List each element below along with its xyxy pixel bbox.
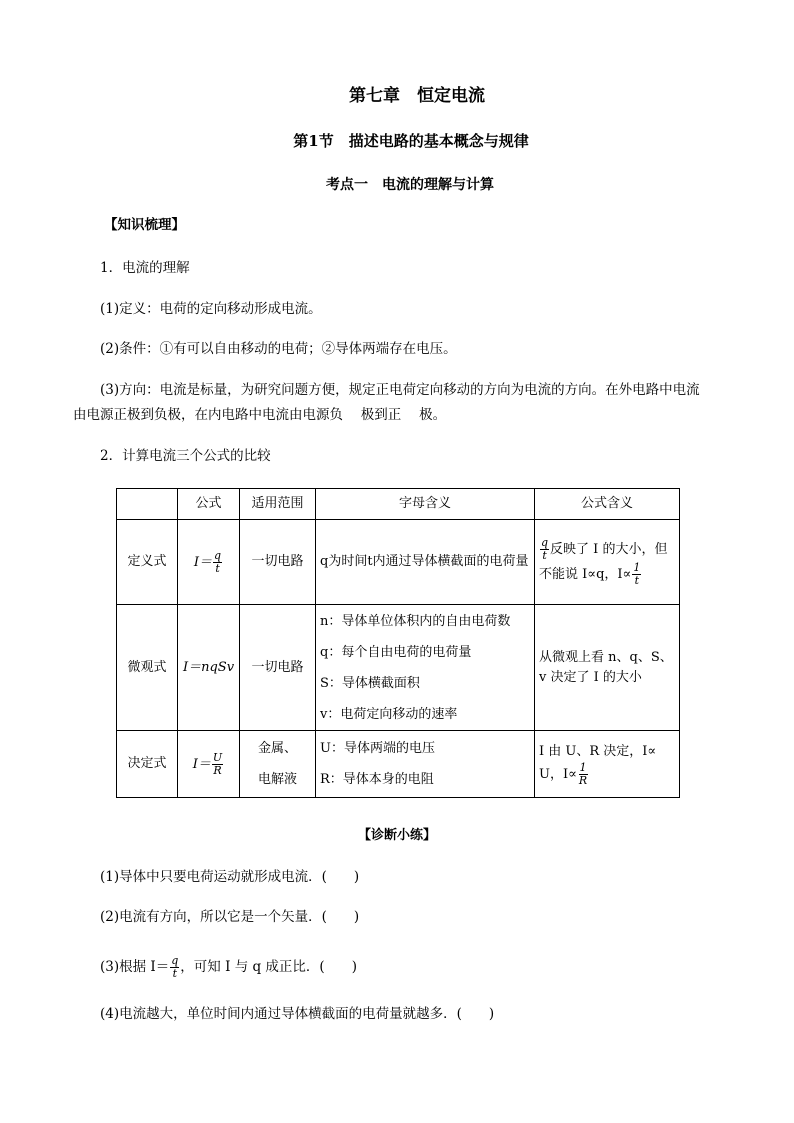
- scope-cell: [240, 731, 316, 798]
- fraction-numerator: q: [171, 954, 179, 967]
- question-1: (1)导体中只要电荷运动就形成电流．( ): [100, 869, 360, 885]
- fraction-denominator: t: [634, 574, 640, 587]
- fraction-numerator: 1: [579, 760, 587, 774]
- table-row-definition: [117, 520, 680, 605]
- fraction-numerator: q: [541, 536, 549, 549]
- definition-line: (1)定义：电荷的定向移动形成电流。: [100, 301, 322, 317]
- header-letter-meaning: 字母含义: [316, 489, 535, 520]
- meaning-line: U：导体两端的电压: [320, 741, 435, 756]
- fraction-denominator: t: [172, 967, 177, 980]
- meaning-cell: q为时间t内通过导体横截面的电荷量: [316, 520, 535, 605]
- row-name: 决定式: [117, 731, 178, 798]
- diagnosis-heading: 【诊断小练】: [357, 828, 436, 843]
- fraction: [212, 752, 223, 777]
- header-empty: [117, 489, 178, 520]
- fraction-denominator: R: [213, 763, 222, 777]
- fraction-denominator: t: [542, 549, 547, 562]
- meaning-line: R：导体本身的电阻: [320, 772, 434, 787]
- fraction: [578, 762, 588, 787]
- knowledge-heading: 【知识梳理】: [104, 217, 185, 233]
- row-name: 微观式: [117, 605, 178, 731]
- topic-title: 考点一 电流的理解与计算: [326, 177, 494, 193]
- header-formula-meaning: 公式含义: [535, 489, 680, 520]
- significance-text-2: U，I∝: [539, 766, 577, 782]
- formula-cell: [178, 731, 240, 798]
- scope-line: 电解液: [257, 772, 297, 787]
- formula-cell: I＝nqSv: [178, 605, 240, 731]
- item2-heading: 2．计算电流三个公式的比较: [100, 448, 271, 464]
- section-title: 第1节 描述电路的基本概念与规律: [293, 132, 529, 150]
- fraction: [170, 955, 179, 980]
- question-3-prefix: (3)根据 I＝: [100, 959, 170, 975]
- chapter-title: 第七章 恒定电流: [349, 86, 485, 106]
- scope-line: 金属、: [257, 741, 297, 756]
- direction-line-1: (3)方向：电流是标量，为研究问题方便，规定正电荷定向移动的方向为电流的方向。在外电路中电流: [100, 382, 700, 398]
- header-formula: 公式: [178, 489, 240, 520]
- question-3: [100, 955, 357, 980]
- item1-heading: 1．电流的理解: [100, 260, 190, 276]
- meaning-line: S：导体横截面积: [320, 675, 420, 691]
- direction-line-2: 由电源正极到负极，在内电路中电流由电源负 极到正 极。: [73, 407, 447, 423]
- scope-cell: 一切电路: [240, 605, 316, 731]
- fraction: [632, 562, 641, 587]
- significance-text-2: 不能说 I∝q，I∝: [539, 567, 632, 582]
- table-row-determining: [117, 731, 680, 798]
- table-header-row: [117, 489, 680, 520]
- table-row-microscopic: [117, 605, 680, 731]
- formula-lhs: I＝: [193, 554, 213, 570]
- fraction: [540, 537, 549, 562]
- question-2: (2)电流有方向，所以它是一个矢量．( ): [100, 909, 360, 925]
- meaning-line: q：每个自由电荷的电荷量: [320, 644, 472, 660]
- fraction-denominator: R: [578, 773, 588, 787]
- header-scope: 适用范围: [240, 489, 316, 520]
- fraction-numerator: 1: [633, 561, 641, 574]
- significance-text-1: I 由 U、R 决定，I∝: [539, 743, 657, 759]
- meaning-line: n：导体单位体积内的自由电荷数: [320, 613, 511, 629]
- formula-comparison-table: [116, 488, 680, 798]
- significance-cell: [535, 731, 680, 798]
- meaning-cell: [316, 605, 535, 731]
- significance-text-1: 反映了 I 的大小，但: [550, 542, 668, 557]
- scope-cell: 一切电路: [240, 520, 316, 605]
- condition-line: (2)条件：①有可以自由移动的电荷；②导体两端存在电压。: [100, 341, 457, 357]
- formula-lhs: I＝: [192, 756, 211, 772]
- fraction-numerator: q: [214, 548, 222, 562]
- meaning-line: v：电荷定向移动的速率: [320, 706, 458, 722]
- meaning-cell: [316, 731, 535, 798]
- formula-cell: [178, 520, 240, 605]
- fraction-denominator: t: [215, 561, 220, 575]
- row-name: 定义式: [117, 520, 178, 605]
- question-4: (4)电流越大，单位时间内通过导体横截面的电荷量就越多．( ): [100, 1006, 495, 1022]
- fraction: [213, 550, 222, 575]
- fraction-numerator: U: [212, 750, 223, 764]
- significance-cell: [535, 520, 680, 605]
- question-3-suffix: ，可知 I 与 q 成正比．( ): [180, 959, 357, 975]
- significance-cell: 从微观上看 n、q、S、v 决定了 I 的大小: [535, 605, 680, 731]
